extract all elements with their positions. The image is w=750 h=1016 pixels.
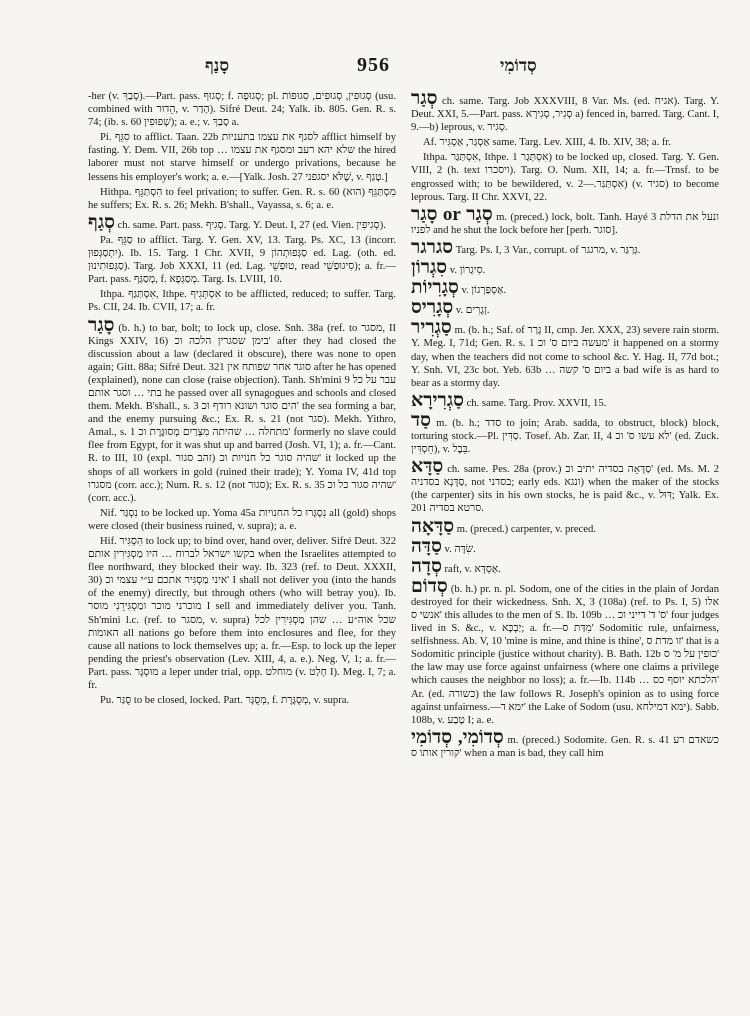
entry-headword: סַדָּה [411, 535, 442, 557]
entry-headword: סְגַר [411, 88, 438, 109]
entry-text: Ithpa. אִסְתַּגַּר, Ithpe. אִסְתְּגַר 1) to be locked up, closed. Targ. Y. Gen. VIII, 2 (h. text ויסכרו). Targ. O. Num. XII, 14; a. fr.—Trnsf. to be engrossed with; to be bewildered, v. אִסְתַּגַּר.—2) (v. סגיר) to become leprous. Targ. II Chr. XXVI, 22. [411, 152, 719, 203]
dictionary-entry [411, 389, 719, 411]
entry-headword: סַדָּאָה [411, 515, 455, 537]
entry-text: (b. h.) pr. n. pl. Sodom, one of the cities in the plain of Jordan destroyed for their wickedness. Snh. X, 3 (108a) (ref. to Ps. I, 5) אלו אנשי ס' this alludes to the men of S. Ib. 109b … ס' ד' דייני וכ' four judges lived in S. &c., v. יַבְכָּא; a. fr.—מִדַּת ס' Sodomitic rule, unfairness, selfishness. Ab. V, 10 'mine is mine, and thine is thine', זו מדת ס' that is a Sodomitic principle (justice without charity). B. Bath. 12b כופין על מ' ס' the law may use force against unfairness (where one claims a privilege which causes the neighbor no loss); a. fr.—Ib. 114b … הלכתא יוסף כס' Ar. (ed. כשורה) the law follows R. Joseph's opinion as to using force against unfairness.—ימא ד' the Lake of Sodom (usu. ימא דמילחא). Sabb. 108b, v. טָבַע I; a. e. [411, 583, 719, 726]
dictionary-entry [88, 186, 396, 212]
page-header [0, 54, 750, 80]
dictionary-entry [411, 726, 719, 760]
dictionary-entry [88, 507, 396, 533]
entry-text: ch. same. Pes. 28a (prov.) סַדָּאָה בסדיה יתיב וכ' (ed. Ms. M. 2 סַדָּנָא בסדניה, not בסדני; early eds. ונגא) when the maker of the stocks (the carpenter) sits in his own stocks, he is paid &c., v. דִּוּל; Yalk. Ex. 201 סרטא בסדיה. [411, 464, 719, 515]
page-number: 956 [357, 54, 390, 76]
entry-headword: סַגְרִיר [411, 317, 452, 339]
dictionary-entry [411, 319, 719, 389]
dictionary-entry [411, 259, 719, 277]
entry-text: Af. אַסְגַּר, אַסְגִּיר same. Targ. Lev. XIII, 4. Ib. XIV, 38; a. fr. [423, 137, 672, 149]
entry-headword: סְדוֹמִי, סְדוֹמִי [411, 726, 504, 748]
entry-headword: סַדָּא [411, 456, 444, 478]
dictionary-entry [411, 409, 719, 456]
dictionary-entry [411, 555, 719, 577]
dictionary-entry [88, 314, 397, 505]
entry-text: ch. same. Targ. Prov. XXVII, 15. [466, 397, 607, 409]
entry-text: m. (preced.) Sodomite. Gen. R. s. 41 כשאדם רע קורין אותו ס' when a man is bad, they call him [411, 734, 719, 759]
right-column [411, 90, 719, 762]
entry-text: m. (b. h.; Saf. of גָּרַר II, cmp. Jer. XXX, 23) severe rain storm. Y. Meg. I, 71d; Gen. R. s. 1 מעשה ביום ס' וכ' it happened on a stormy day, when the teachers did not come to school &c. Y. Hag. II, 77d bot.; Y. Snh. VI, 23c bot. Yeb. 63b … ביום ס' קשה a bad wife is as hard to bear as a stormy day. [411, 325, 720, 389]
entry-text: v. זְגָרִים. [455, 305, 490, 317]
dictionary-entry [411, 458, 719, 515]
entry-text: v. אַסְפַּרְגוֹן. [461, 285, 507, 297]
entry-headword: סַד [411, 409, 431, 431]
entry-text: Nif. נִסְגַּר to be locked up. Yoma 45a נִסְגְּרוּ כל החנויות all (gold) shops were closed (their business ruined, v. supra); a. e. [88, 507, 396, 532]
entry-text: Pu. סֻגַּר to be closed, locked. Part. מְסֻגָּר, f. מְסֻגֶּרֶת, v. supra. [100, 695, 350, 707]
entry-headword: סַגְרִירָא [411, 389, 464, 411]
entry-text: -her (v. סָבַךְ).—Part. pass. סְגוּף; f. סְגוּפָה; pl. סְגוּפִין, סְגוּפִים, סִגוּפוֹת (usu. combined with הֵדוּר, v. הָדַר). Sifré Deut. 24; Yalk. ib. 805. Gen. R. s. 74; (ib. s. 60 שְׁפוּפִין); a. e.; v. סָבַךְ a. [88, 91, 397, 129]
entry-text: raft, v. אַסְדָּא. [444, 563, 501, 575]
running-headword-right: סְדוֹמִי [500, 56, 537, 75]
entry-text: m. (b. h.; סדד to join; Arab. sadda, to obstruct, block) block, torturing stock.—Pl. סַדִּין. Tosef. Ab. Zar. II, 4 לא עשו ס' וכ' (ed. Zuck. חֵסְדִּין), v. בֵּבֶל. [411, 417, 719, 456]
dictionary-entry [411, 151, 719, 203]
entry-headword: סְדָה [411, 555, 442, 577]
entry-text: Hithpa. הִסְתַּגֵּף to feel privation; to suffer. Gen. R. s. 60 מִסְתַּגֵּף (הוא) he suffers; Ex. R. s. 26; Mekh. B'shall., Vayassa, s. 6; a. e. [88, 186, 397, 211]
entry-headword: סְדוֹם [411, 575, 448, 597]
entry-text: ch. same. Targ. Job XXXVIII, 8 Var. Ms. (ed. אגיח). Targ. Y. Deut. XXI, 5.—Part. pass. סְגִיר, סְגִירָא a) fenced in, barred. Targ. Cant. I, 9.—b) leprous, v. סְגִיר. [411, 96, 719, 134]
dictionary-entry [88, 288, 396, 314]
entry-text: (b. h.) to bar, bolt; to lock up, close. Snh. 38a (ref. to מסגר, II Kings XXIV, 16) בימן שסגרין הלכה וכ' after they had closed the discussion about a law (declared it obscure), there was none to open again; Gitt. 88a; Sifré Deut. 321 סוגר אחר שפותח אין after he has opened (explained), none can close (raise objection). Tanh. Sh'mini 9 עבר על כל בתי … וסגר אותם he passed over all synagogues and schools and closed them. Mekh. B'shall., s. 3 הים סוגר ושונא רודף וכ' the sea forming a bar, and the enemy pursuing &c.; Ex. R. s. 21 (not סגר). Mekh. Yithro, Amal., s. 1 מתחלה … שהיתה מִצְרַיִם מְסוּגֶּרֶת וכ' formerly no slave could flee from Egypt, for it was shut up and barred (Josh. VI, 1); a. fr.—Cant. R. to III, 10 (expl. זהב סגור) שהיה סוגר כל חנויות וכ' it locked up the shops of all workers in gold (ruined their trade); Y. Yoma IV, 41d top מסגרו (corr. acc.); Num. R. s. 12 (not סגור); Ex. R. s. 35 שהיה סגור כל וכ' (corr. acc.). [88, 322, 397, 504]
running-headword-left: סָנַף [205, 56, 230, 75]
entry-text: v. שִׂדָּה. [444, 543, 476, 555]
dictionary-entry [411, 299, 719, 317]
dictionary-entry [88, 90, 396, 129]
dictionary-entry [88, 535, 396, 692]
dictionary-entry [88, 694, 396, 707]
left-column [88, 90, 396, 709]
entry-text: Ithpa. אִסְתַּגַּף, Ithpe. אִסְתְּגִיף to be afflicted, reduced; to suffer. Targ. Ps. CII, 24. Ib. CVII, 17; a. fr. [88, 289, 396, 314]
entry-text: Pi. סִגֵּף to afflict. Taan. 22b לסגף את עצמו בתעניות afflict himself by fasting. Y. Dem. VII, 26b top … שלא יהא רעב ומסגף את עצמו the hired laborer must not starve himself or undergo privations, because he lessens his employer's work; a. e.—[Yalk. Josh. 27 שֶׁלֹּא יסגפני, v. טָגַף.] [88, 132, 396, 183]
entry-headword: סָגַר [88, 314, 115, 336]
entry-headword: סְגָרִיס [411, 297, 454, 319]
entry-headword: סְגַר or סָגַר [411, 203, 493, 225]
entry-text: m. (preced.) carpenter, v. preced. [456, 523, 596, 535]
dictionary-entry [88, 131, 396, 183]
entry-text: Hif. הִסְגִּיר to lock up; to bind over, hand over, deliver. Sifré Deut. 322 בקשו ישראל לברוח … היו מַסְגִּירִין אותם when the Israelites attempted to flee northward, they blocked their way. Ib. 323 (ref. to Deut. XXXII, 30) איני מַסְגִּיר אתכם ע״י עצמי וכ' I shall not deliver you (into the hands of the enemy) directly, but through others (who will betray you). Ib. מוכרני מוכר ומַסְגִּירֵנִי מוסר I sell and immediately deliver you. Tanh. Sh'mini l.c. (ref. to מסגר, v. supra) שכל אוה״ע … שהן מַסְגִּירִין לכל האומות all nations go before them into enclosures and flee, for they cause all nations to lock themselves up; a. fr.—Esp. to lock up the leper pending the priest's observation (Lev. XIII, 4, a. e.). Neg. V, 1; a. fr.—Part. pass. מוּסְגָּר a leper under trial, opp. מוחלט (v. חָלַט I). Meg. I, 7; a. fr. [88, 536, 397, 692]
entry-headword: סִגְרוֹן [411, 257, 448, 279]
entry-text: ch. same. Part. pass. סְגִיף. Targ. Y. Deut. I, 27 (ed. Vien. סְגִיפִין). [117, 219, 386, 231]
entry-text: m. (preced.) lock, bolt. Tanh. Hayé 3 ונעל את הדלת לפניו and he shut the lock before her [perh. סוגר]. [411, 211, 719, 236]
entry-text: v. סִיגְרוֹן. [449, 265, 486, 277]
dictionary-entry [411, 90, 719, 134]
dictionary-entry [411, 236, 719, 258]
dictionary-entry [411, 515, 719, 537]
entry-text: Targ. Ps. I, 3 Var., corrupt. of מרגגר, v. גְּרַגַּר. [455, 244, 641, 256]
dictionary-entry [411, 136, 719, 149]
dictionary-entry [411, 279, 719, 297]
entry-headword: סגרגר [411, 236, 454, 258]
entry-headword: סְגַף [88, 211, 115, 233]
dictionary-entry [411, 535, 719, 557]
dictionary-entry [88, 211, 396, 233]
entry-text: Pa. סַגֵּף to afflict. Targ. Y. Gen. XV, 13. Targ. Ps. XC, 13 (incorr. יִתְסַגְּפוּן). Ib. 15. Targ. I Chr. XVII, 9 סַגְּפוּתְהוֹן ed. Lag. (oth. ed. סַגְּפוּתִינוּן). Targ. Job XXXI, 11 (ed. Lag. טוּפַשֵׁי, read סִיגוּפַשֵׁי); a. fr.—Part. pass. מְסַגַּף, f. מְסַגְּפָא. Targ. Is. LVIII, 10. [88, 234, 397, 286]
dictionary-entry [411, 575, 719, 727]
entry-headword: סְגָרִיוֹת [411, 277, 459, 299]
dictionary-entry [88, 234, 396, 286]
dictionary-entry [411, 203, 719, 237]
